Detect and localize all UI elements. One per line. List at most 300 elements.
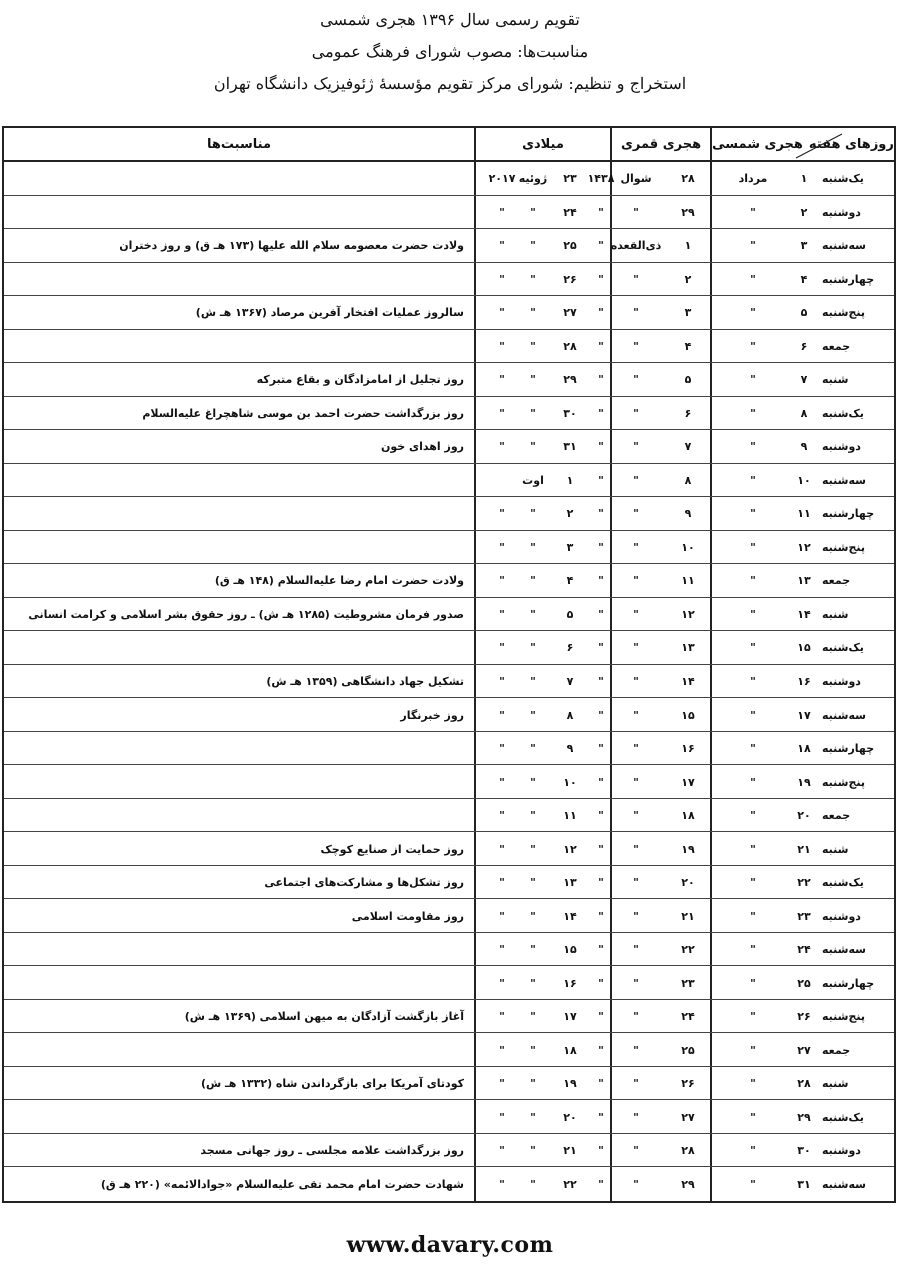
- gregorian-day-cell: ۱۲: [563, 842, 577, 856]
- weekday-cell: شنبه: [822, 1077, 849, 1091]
- calendar-table: [2, 126, 896, 1203]
- lunar-month-cell: ": [633, 842, 639, 856]
- lunar-month-cell: ": [633, 1110, 639, 1124]
- gregorian-year-cell: ": [499, 1077, 505, 1091]
- lunar-year-cell: ": [598, 540, 604, 554]
- lunar-year-cell: ": [598, 742, 604, 756]
- gregorian-day-cell: ۳: [566, 540, 574, 554]
- lunar-day-cell: ۶: [684, 406, 692, 420]
- occasion-cell: [12, 933, 470, 967]
- lunar-year-cell: ": [598, 708, 604, 722]
- lunar-day-cell: ۱۱: [681, 574, 695, 588]
- solar-day-cell: ۷: [800, 373, 808, 387]
- lunar-year-cell: ": [598, 674, 604, 688]
- lunar-month-cell: ": [633, 1177, 639, 1191]
- gregorian-month-cell: ": [530, 540, 536, 554]
- weekday-cell: جمعه: [822, 1043, 851, 1057]
- solar-month-cell: ": [750, 943, 756, 957]
- table-row: [4, 531, 894, 565]
- gregorian-year-cell: ": [499, 674, 505, 688]
- lunar-year-cell: ": [598, 339, 604, 353]
- gregorian-year-cell: ": [499, 876, 505, 890]
- table-row: [4, 1134, 894, 1168]
- lunar-year-cell: ": [598, 272, 604, 286]
- gregorian-month-cell: ": [530, 742, 536, 756]
- lunar-year-cell: ": [598, 909, 604, 923]
- occasion-cell: تشکیل جهاد دانشگاهی (۱۳۵۹ هـ ش): [266, 674, 464, 688]
- lunar-day-cell: ۲۰: [681, 876, 695, 890]
- table-row: [4, 866, 894, 900]
- lunar-day-cell: ۵: [684, 373, 692, 387]
- weekday-cell: پنج‌شنبه: [822, 540, 866, 554]
- lunar-year-cell: ": [598, 641, 604, 655]
- solar-day-cell: ۴: [800, 272, 808, 286]
- solar-month-cell: ": [750, 1077, 756, 1091]
- lunar-year-cell: ": [598, 1177, 604, 1191]
- gregorian-month-cell: ": [530, 708, 536, 722]
- weekday-cell: دوشنبه: [822, 909, 861, 923]
- gregorian-year-cell: ": [499, 440, 505, 454]
- lunar-day-cell: ۲۸: [681, 172, 695, 186]
- gregorian-day-cell: ۱۴: [563, 909, 577, 923]
- lunar-month-cell: ": [633, 507, 639, 521]
- solar-day-cell: ۲۲: [797, 876, 811, 890]
- weekday-cell: دوشنبه: [822, 205, 861, 219]
- solar-month-cell: ": [750, 373, 756, 387]
- gregorian-year-cell: ": [499, 272, 505, 286]
- weekday-cell: سه‌شنبه: [822, 943, 866, 957]
- occasion-cell: [12, 1100, 470, 1134]
- gregorian-year-cell: ": [499, 306, 505, 320]
- gregorian-day-cell: ۲۵: [563, 239, 577, 253]
- solar-day-cell: ۱۶: [797, 674, 811, 688]
- solar-day-cell: ۲۳: [797, 909, 811, 923]
- lunar-year-cell: ": [598, 205, 604, 219]
- solar-month-cell: ": [750, 406, 756, 420]
- weekday-cell: یک‌شنبه: [822, 641, 864, 655]
- lunar-month-cell: ": [633, 373, 639, 387]
- occasion-cell: کودتای آمریکا برای بازگرداندن شاه (۱۳۳۲ هـ ش): [200, 1077, 464, 1091]
- weekday-cell: پنج‌شنبه: [822, 1010, 866, 1024]
- gregorian-year-cell: ": [499, 641, 505, 655]
- header-weekday: روزهای هفته: [808, 136, 894, 152]
- lunar-year-cell: ": [598, 976, 604, 990]
- gregorian-day-cell: ۱۱: [563, 809, 577, 823]
- occasion-cell: [12, 966, 470, 1000]
- lunar-year-cell: ": [598, 507, 604, 521]
- solar-month-cell: ": [750, 1110, 756, 1124]
- gregorian-month-cell: ": [530, 306, 536, 320]
- lunar-month-cell: ": [633, 1010, 639, 1024]
- weekday-cell: شنبه: [822, 842, 849, 856]
- weekday-cell: دوشنبه: [822, 440, 861, 454]
- lunar-year-cell: ": [598, 775, 604, 789]
- gregorian-month-cell: ": [530, 406, 536, 420]
- solar-day-cell: ۱۰: [797, 473, 811, 487]
- occasion-cell: [12, 631, 470, 665]
- solar-month-cell: ": [750, 1144, 756, 1158]
- lunar-month-cell: ": [633, 473, 639, 487]
- solar-month-cell: ": [750, 909, 756, 923]
- gregorian-day-cell: ۴: [566, 574, 574, 588]
- solar-month-cell: ": [750, 674, 756, 688]
- occasion-cell: ولادت حضرت معصومه سلام الله علیها (۱۷۳ هـ ق) و روز دختران: [119, 239, 464, 253]
- lunar-month-cell: ": [633, 809, 639, 823]
- occasion-cell: روز خبرنگار: [400, 708, 464, 722]
- lunar-day-cell: ۲۶: [681, 1077, 695, 1091]
- solar-day-cell: ۲۸: [797, 1077, 811, 1091]
- gregorian-month-cell: ژوئیه: [518, 172, 548, 186]
- header-solar: هجری شمسی: [712, 136, 803, 152]
- solar-month-cell: ": [750, 607, 756, 621]
- table-row: [4, 564, 894, 598]
- gregorian-day-cell: ۲۸: [563, 339, 577, 353]
- weekday-cell: یک‌شنبه: [822, 876, 864, 890]
- gregorian-month-cell: ": [530, 1110, 536, 1124]
- solar-month-cell: ": [750, 574, 756, 588]
- table-row: [4, 1067, 894, 1101]
- lunar-month-cell: ": [633, 909, 639, 923]
- occasion-cell: [12, 765, 470, 799]
- solar-day-cell: ۳: [800, 239, 808, 253]
- gregorian-day-cell: ۱۹: [563, 1077, 577, 1091]
- lunar-day-cell: ۲: [684, 272, 692, 286]
- gregorian-day-cell: ۲۹: [563, 373, 577, 387]
- lunar-year-cell: ": [598, 1144, 604, 1158]
- gregorian-year-cell: ": [499, 842, 505, 856]
- lunar-day-cell: ۱۲: [681, 607, 695, 621]
- lunar-month-cell: ": [633, 775, 639, 789]
- lunar-day-cell: ۲۹: [681, 205, 695, 219]
- table-row: [4, 497, 894, 531]
- website-footer: www.davary.com: [346, 1232, 554, 1258]
- lunar-year-cell: ": [598, 809, 604, 823]
- table-row: [4, 665, 894, 699]
- table-row: [4, 1000, 894, 1034]
- gregorian-year-cell: ": [499, 708, 505, 722]
- weekday-cell: جمعه: [822, 809, 851, 823]
- solar-day-cell: ۲۰: [797, 809, 811, 823]
- solar-month-cell: ": [750, 742, 756, 756]
- occasion-cell: روز مقاومت اسلامی: [351, 909, 464, 923]
- weekday-cell: شنبه: [822, 373, 849, 387]
- weekday-cell: سه‌شنبه: [822, 1177, 866, 1191]
- gregorian-day-cell: ۶: [566, 641, 574, 655]
- lunar-month-cell: ": [633, 440, 639, 454]
- lunar-month-cell: ": [633, 607, 639, 621]
- solar-month-cell: ": [750, 1010, 756, 1024]
- solar-month-cell: ": [750, 205, 756, 219]
- solar-day-cell: ۹: [800, 440, 808, 454]
- solar-day-cell: ۵: [800, 306, 808, 320]
- solar-month-cell: ": [750, 775, 756, 789]
- gregorian-day-cell: ۱۵: [563, 943, 577, 957]
- gregorian-month-cell: ": [530, 1177, 536, 1191]
- gregorian-day-cell: ۲۶: [563, 272, 577, 286]
- header-occasions: مناسبت‌ها: [4, 128, 474, 162]
- solar-day-cell: ۱۸: [797, 742, 811, 756]
- page-source: استخراج و تنظیم: شورای مرکز تقویم مؤسسهٔ ژئوفیزیک دانشگاه تهران: [213, 74, 687, 93]
- solar-month-cell: ": [750, 540, 756, 554]
- lunar-day-cell: ۳: [684, 306, 692, 320]
- gregorian-year-cell: ": [499, 205, 505, 219]
- gregorian-month-cell: اوت: [522, 473, 544, 487]
- gregorian-day-cell: ۷: [566, 674, 574, 688]
- lunar-day-cell: ۲۱: [681, 909, 695, 923]
- gregorian-day-cell: ۱۸: [563, 1043, 577, 1057]
- solar-day-cell: ۸: [800, 406, 808, 420]
- solar-month-cell: ": [750, 1043, 756, 1057]
- gregorian-year-cell: ": [499, 1110, 505, 1124]
- lunar-month-cell: ": [633, 339, 639, 353]
- solar-day-cell: ۲۶: [797, 1010, 811, 1024]
- lunar-day-cell: ۱۶: [681, 742, 695, 756]
- weekday-cell: چهارشنبه: [822, 507, 875, 521]
- lunar-year-cell: ": [598, 1077, 604, 1091]
- solar-day-cell: ۱۲: [797, 540, 811, 554]
- weekday-cell: سه‌شنبه: [822, 708, 866, 722]
- lunar-day-cell: ۷: [684, 440, 692, 454]
- solar-month-cell: ": [750, 641, 756, 655]
- gregorian-day-cell: ۱۳: [563, 876, 577, 890]
- gregorian-day-cell: ۵: [566, 607, 574, 621]
- lunar-month-cell: ": [633, 708, 639, 722]
- table-row: [4, 263, 894, 297]
- lunar-day-cell: ۱۹: [681, 842, 695, 856]
- solar-month-cell: ": [750, 339, 756, 353]
- solar-day-cell: ۲۹: [797, 1110, 811, 1124]
- solar-month-cell: ": [750, 1177, 756, 1191]
- lunar-day-cell: ۱۵: [681, 708, 695, 722]
- weekday-cell: پنج‌شنبه: [822, 775, 866, 789]
- lunar-month-cell: ": [633, 1077, 639, 1091]
- lunar-month-cell: ذی‌القعده: [610, 239, 662, 253]
- gregorian-day-cell: ۳۰: [563, 406, 577, 420]
- lunar-year-cell: ": [598, 1010, 604, 1024]
- gregorian-year-cell: ": [499, 1010, 505, 1024]
- gregorian-day-cell: ۲۲: [563, 1177, 577, 1191]
- occasion-cell: [12, 497, 470, 531]
- page-title: تقویم رسمی سال ۱۳۹۶ هجری شمسی: [320, 10, 580, 29]
- gregorian-day-cell: ۱: [566, 473, 574, 487]
- gregorian-day-cell: ۸: [566, 708, 574, 722]
- table-row: [4, 933, 894, 967]
- gregorian-day-cell: ۲۱: [563, 1144, 577, 1158]
- occasion-cell: [12, 799, 470, 833]
- table-row: [4, 598, 894, 632]
- gregorian-month-cell: ": [530, 239, 536, 253]
- lunar-day-cell: ۱۷: [681, 775, 695, 789]
- lunar-year-cell: ": [598, 943, 604, 957]
- gregorian-month-cell: ": [530, 1077, 536, 1091]
- lunar-year-cell: ": [598, 607, 604, 621]
- lunar-day-cell: ۲۴: [681, 1010, 695, 1024]
- occasion-cell: [12, 196, 470, 230]
- table-row: [4, 296, 894, 330]
- lunar-month-cell: ": [633, 272, 639, 286]
- lunar-year-cell: ": [598, 239, 604, 253]
- gregorian-year-cell: ": [499, 775, 505, 789]
- lunar-day-cell: ۱۳: [681, 641, 695, 655]
- gregorian-day-cell: ۱۰: [563, 775, 577, 789]
- lunar-year-cell: ": [598, 473, 604, 487]
- solar-day-cell: ۲۷: [797, 1043, 811, 1057]
- gregorian-month-cell: ": [530, 1010, 536, 1024]
- lunar-day-cell: ۱: [684, 239, 692, 253]
- lunar-day-cell: ۲۳: [681, 976, 695, 990]
- gregorian-month-cell: ": [530, 809, 536, 823]
- gregorian-year-cell: ": [499, 540, 505, 554]
- gregorian-month-cell: ": [530, 842, 536, 856]
- lunar-month-cell: ": [633, 641, 639, 655]
- occasion-cell: روز تشکل‌ها و مشارکت‌های اجتماعی: [264, 876, 464, 890]
- gregorian-year-cell: ": [499, 1144, 505, 1158]
- occasion-cell: روز بزرگداشت علامه مجلسی ـ روز جهانی مسجد: [200, 1144, 464, 1158]
- solar-day-cell: ۱۴: [797, 607, 811, 621]
- weekday-cell: یک‌شنبه: [822, 1110, 864, 1124]
- lunar-month-cell: ": [633, 876, 639, 890]
- occasion-cell: [12, 162, 470, 196]
- gregorian-month-cell: ": [530, 1043, 536, 1057]
- lunar-year-cell: ": [598, 440, 604, 454]
- gregorian-day-cell: ۲۷: [563, 306, 577, 320]
- weekday-cell: چهارشنبه: [822, 976, 875, 990]
- gregorian-year-cell: ": [499, 507, 505, 521]
- solar-day-cell: ۱۹: [797, 775, 811, 789]
- weekday-cell: پنج‌شنبه: [822, 306, 866, 320]
- gregorian-month-cell: ": [530, 976, 536, 990]
- solar-month-cell: ": [750, 976, 756, 990]
- lunar-year-cell: ۱۴۳۸: [587, 172, 615, 186]
- gregorian-year-cell: ": [499, 742, 505, 756]
- lunar-day-cell: ۱۴: [681, 674, 695, 688]
- gregorian-month-cell: ": [530, 507, 536, 521]
- occasion-cell: آغاز بازگشت آزادگان به میهن اسلامی (۱۳۶۹ هـ ش): [184, 1010, 464, 1024]
- occasion-cell: روز اهدای خون: [381, 440, 464, 454]
- lunar-month-cell: ": [633, 406, 639, 420]
- gregorian-day-cell: ۹: [566, 742, 574, 756]
- solar-month-cell: ": [750, 272, 756, 286]
- header-gregorian: میلادی: [476, 128, 610, 162]
- header-lunar: هجری قمری: [612, 128, 710, 162]
- table-row: [4, 162, 894, 196]
- lunar-month-cell: ": [633, 540, 639, 554]
- gregorian-year-cell: ": [499, 406, 505, 420]
- table-row: [4, 1033, 894, 1067]
- occasion-cell: روز بزرگداشت حضرت احمد بن موسی شاهچراغ علیه‌السلام: [142, 406, 464, 420]
- solar-day-cell: ۲۱: [797, 842, 811, 856]
- table-row: [4, 732, 894, 766]
- gregorian-month-cell: ": [530, 574, 536, 588]
- weekday-cell: شنبه: [822, 607, 849, 621]
- gregorian-month-cell: ": [530, 641, 536, 655]
- gregorian-day-cell: ۲۳: [563, 172, 577, 186]
- gregorian-month-cell: ": [530, 909, 536, 923]
- table-row: [4, 330, 894, 364]
- lunar-year-cell: ": [598, 1043, 604, 1057]
- gregorian-year-cell: ۲۰۱۷: [488, 172, 516, 186]
- solar-month-cell: ": [750, 306, 756, 320]
- gregorian-year-cell: ": [499, 239, 505, 253]
- table-row: [4, 196, 894, 230]
- lunar-month-cell: ": [633, 742, 639, 756]
- lunar-year-cell: ": [598, 574, 604, 588]
- gregorian-month-cell: ": [530, 607, 536, 621]
- gregorian-day-cell: ۲۴: [563, 205, 577, 219]
- gregorian-year-cell: ": [499, 809, 505, 823]
- table-row: [4, 363, 894, 397]
- gregorian-day-cell: ۳۱: [563, 440, 577, 454]
- gregorian-day-cell: ۲: [566, 507, 574, 521]
- lunar-day-cell: ۸: [684, 473, 692, 487]
- gregorian-year-cell: ": [499, 943, 505, 957]
- weekday-cell: جمعه: [822, 574, 851, 588]
- lunar-day-cell: ۱۰: [681, 540, 695, 554]
- occasion-cell: [12, 1033, 470, 1067]
- weekday-cell: جمعه: [822, 339, 851, 353]
- gregorian-year-cell: ": [499, 373, 505, 387]
- solar-day-cell: ۱۱: [797, 507, 811, 521]
- weekday-cell: سه‌شنبه: [822, 239, 866, 253]
- weekday-cell: یک‌شنبه: [822, 406, 864, 420]
- header-diagonal-line: [794, 132, 844, 160]
- gregorian-year-cell: ": [499, 607, 505, 621]
- table-row: [4, 229, 894, 263]
- solar-day-cell: ۱: [800, 172, 808, 186]
- solar-day-cell: ۱۳: [797, 574, 811, 588]
- gregorian-year-cell: ": [499, 909, 505, 923]
- lunar-day-cell: ۹: [684, 507, 692, 521]
- occasion-cell: [12, 531, 470, 565]
- table-row: [4, 397, 894, 431]
- lunar-day-cell: ۲۵: [681, 1043, 695, 1057]
- lunar-day-cell: ۲۹: [681, 1177, 695, 1191]
- lunar-month-cell: ": [633, 306, 639, 320]
- gregorian-year-cell: ": [499, 1043, 505, 1057]
- gregorian-month-cell: ": [530, 272, 536, 286]
- solar-month-cell: ": [750, 809, 756, 823]
- weekday-cell: یک‌شنبه: [822, 172, 864, 186]
- solar-month-cell: مرداد: [738, 172, 768, 186]
- solar-day-cell: ۱۵: [797, 641, 811, 655]
- lunar-year-cell: ": [598, 876, 604, 890]
- gregorian-year-cell: [486, 464, 518, 498]
- occasion-cell: [12, 263, 470, 297]
- solar-day-cell: ۶: [800, 339, 808, 353]
- gregorian-month-cell: ": [530, 373, 536, 387]
- gregorian-day-cell: ۱۶: [563, 976, 577, 990]
- lunar-year-cell: ": [598, 1110, 604, 1124]
- solar-month-cell: ": [750, 708, 756, 722]
- weekday-cell: دوشنبه: [822, 674, 861, 688]
- occasion-cell: روز حمایت از صنایع کوچک: [320, 842, 464, 856]
- table-row: [4, 966, 894, 1000]
- occasion-cell: سالروز عملیات افتخار آفرین مرصاد (۱۳۶۷ هـ ش): [195, 306, 464, 320]
- lunar-month-cell: ": [633, 1043, 639, 1057]
- table-row: [4, 464, 894, 498]
- lunar-year-cell: ": [598, 842, 604, 856]
- table-row: [4, 765, 894, 799]
- table-row: [4, 1167, 894, 1201]
- gregorian-month-cell: ": [530, 440, 536, 454]
- gregorian-month-cell: ": [530, 339, 536, 353]
- solar-day-cell: ۱۷: [797, 708, 811, 722]
- gregorian-year-cell: ": [499, 976, 505, 990]
- lunar-day-cell: ۴: [684, 339, 692, 353]
- gregorian-month-cell: ": [530, 943, 536, 957]
- solar-day-cell: ۳۰: [797, 1144, 811, 1158]
- table-row: [4, 430, 894, 464]
